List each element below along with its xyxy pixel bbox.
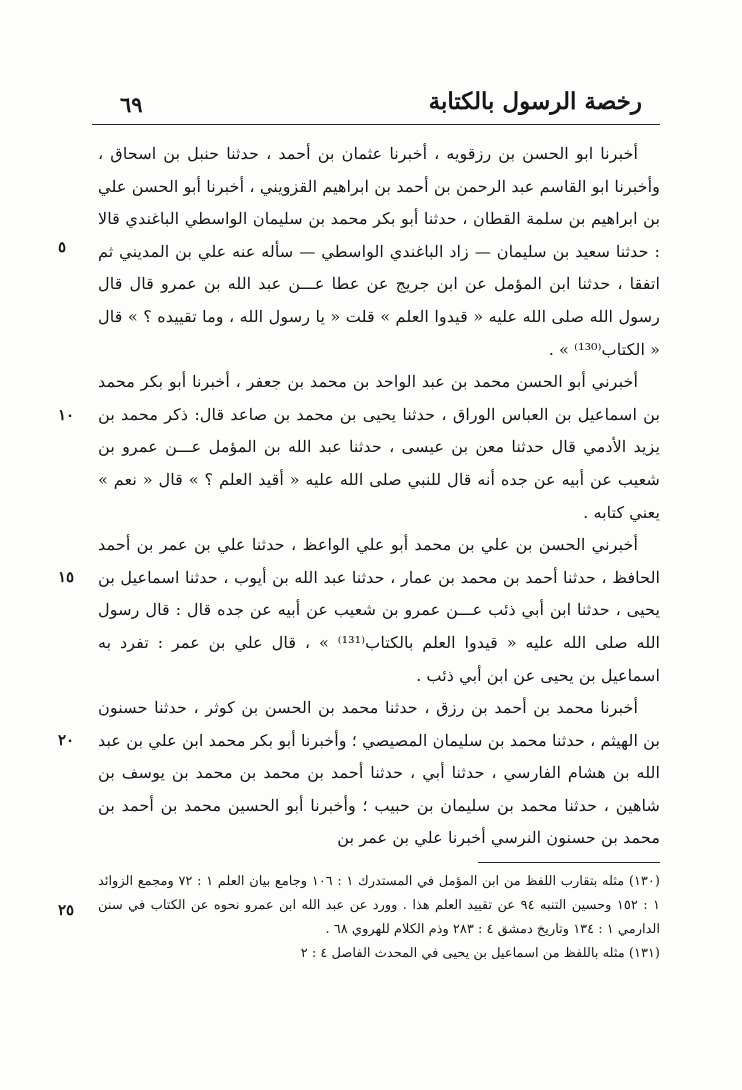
- page-header: [92, 84, 660, 125]
- footnotes: [98, 870, 660, 1000]
- line-number-25: ٢٥: [58, 901, 75, 919]
- main-text: [98, 138, 660, 858]
- paragraph-2: أخبرني أبو الحسن محمد بن عبد الواحد بن محمد بن جعفر ، أخبرنا أبو بكر محمد بن اسماعيل بن العباس الوراق ، حدثنا يحيى بن محمد بن صاعد قال: ذكر محمد بن يزيد الأدمي قال حدثنا معن بن عيسى ، حدثنا عبد الله بن المؤمل عـــن عمرو بن شعيب عن أبيه عن جده أنه قال للنبي صلى الله عليه « أقيد العلم ؟ » قال « نعم » يعني كتابه .: [98, 372, 660, 522]
- paragraph-4: أخبرنا محمد بن أحمد بن رزق ، حدثنا محمد بن الحسن بن كوثر ، حدثنا حسنون بن الهيثم ، حدثنا محمد بن سليمان المصيصي ؛ وأخبرنا أبو بكر محمد ابن علي بن عبد الله بن هشام الفارسي ، حدثنا أبي ، حدثنا أحمد بن محمد بن محمد بن يوسف بن شاهين ، حدثنا محمد بن سليمان بن حبيب ؛ وأخبرنا أبو الحسين محمد بن أحمد بن محمد بن حسنون النرسي أخبرنا علي بن عمر بن: [98, 698, 660, 848]
- line-number-15: ١٥: [58, 568, 75, 586]
- footnote-131: (١٣١) مثله باللفظ من اسماعيل بن يحيى في المحدث الفاصل ٤ : ٢: [300, 946, 660, 961]
- footnote-130: (١٣٠) مثله بتقارب اللفظ من ابن المؤمل في المستدرك ١ : ١٠٦ وجامع بيان العلم ١ : ٧٢ ومجمع الزوائد ١ : ١٥٢ وحسين التنبه ٩٤ عن تقييد العلم هذا . وورد عن عبد الله ابن عمرو نحوه عن الكتاب في سنن الدارمي ١ : ١٣٤ وتاريخ دمشق ٤ : ٢٨٣ وذم الكلام للهروي ٦٨ .: [98, 874, 660, 937]
- footnote-divider: [478, 862, 660, 863]
- line-number-10: ١٠: [58, 406, 75, 424]
- line-number-5: ٥: [58, 238, 67, 256]
- paragraph-3: أخبرني الحسن بن علي بن محمد أبو علي الواعظ ، حدثنا علي بن عمر بن أحمد الحافظ ، حدثنا أحمد بن محمد بن عمار ، حدثنا عبد الله بن أيوب ، حدثنا اسماعيل بن يحيى ، حدثنا ابن أبي ذئب عـــن عمرو بن شعيب عن أبيه عن جده قال : قال رسول الله صلى الله عليه « قيدوا العلم بالكتاب⁽¹³¹⁾ » ، قال علي بن عمر : تفرد به اسماعيل بن يحيى عن ابن أبي ذئب .: [98, 535, 661, 685]
- page-number: ٦٩: [120, 92, 143, 117]
- paragraph-1: أخبرنا ابو الحسن بن رزقويه ، أخبرنا عثمان بن أحمد ، حدثنا حنبل بن اسحاق ، وأخبرنا ابو القاسم عبد الرحمن بن أحمد بن ابراهيم القزويني ، أخبرنا أبو الحسن علي بن ابراهيم بن سلمة القطان ، حدثنا أبو بكر محمد بن سليمان الواسطي الباغندي قالا : حدثنا سعيد بن سليمان — زاد الباغندي الواسطي — سأله عنه علي بن المديني ثم اتفقا ، حدثنا ابن المؤمل عن ابن جريج عن عطا عـــن عبد الله بن عمرو قال قال رسول الله صلى الله عليه « قيدوا العلم » قلت « يا رسول الله ، وما تقييده ؟ » قال « الكتاب⁽¹³⁰⁾ » .: [98, 144, 660, 359]
- line-number-20: ٢٠: [58, 731, 75, 749]
- running-title: رخصة الرسول بالكتابة: [428, 88, 642, 115]
